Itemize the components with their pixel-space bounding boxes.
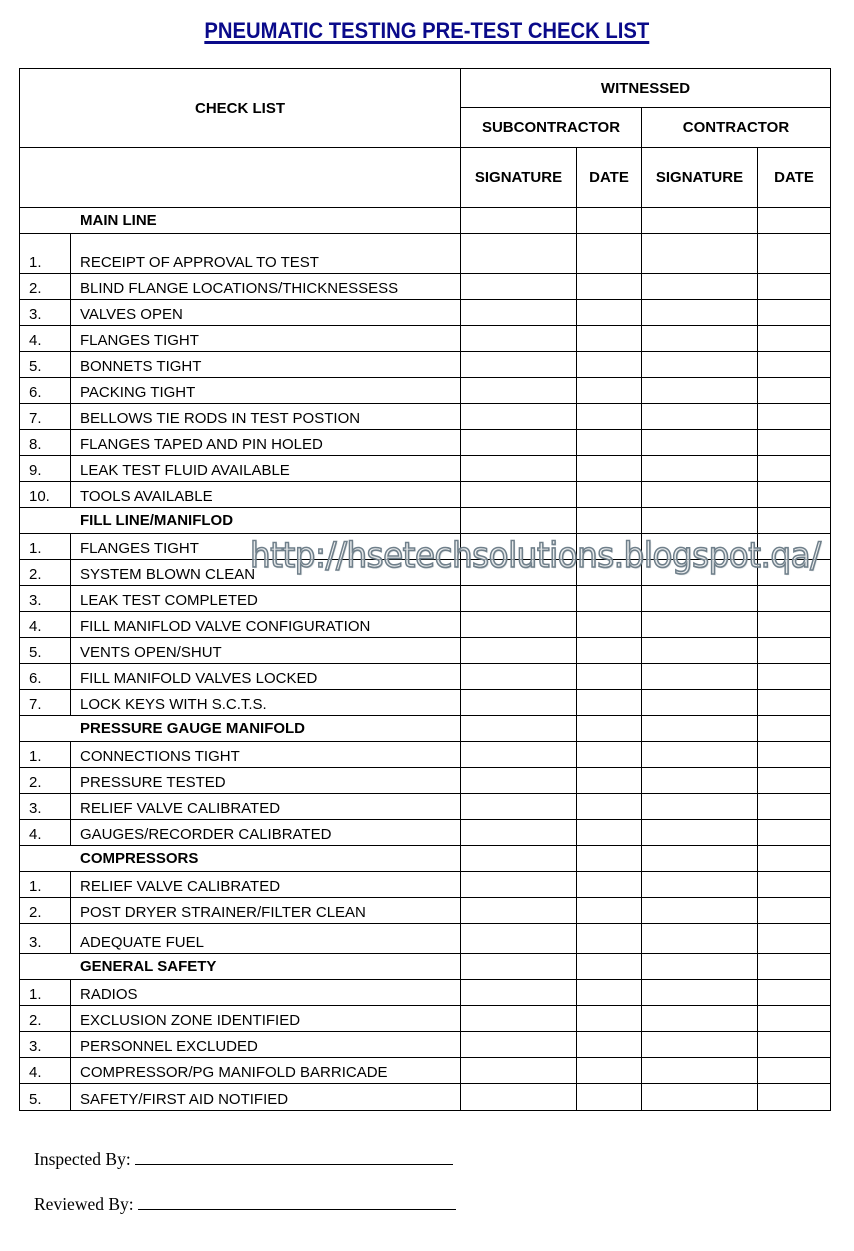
section-row: [20, 846, 831, 872]
section-title: GENERAL SAFETY: [20, 954, 461, 980]
item-text: PRESSURE TESTED: [71, 768, 461, 794]
table-row: [20, 326, 831, 352]
subcontractor-signature-cell[interactable]: [461, 742, 577, 768]
subcontractor-date-cell[interactable]: [577, 560, 642, 586]
item-text: RELIEF VALVE CALIBRATED: [71, 794, 461, 820]
contractor-signature-cell[interactable]: [642, 612, 758, 638]
section-title: FILL LINE/MANIFLOD: [20, 508, 461, 534]
contractor-date-cell[interactable]: [758, 690, 831, 716]
subcontractor-date-cell[interactable]: [577, 716, 642, 742]
item-text: SYSTEM BLOWN CLEAN: [71, 560, 461, 586]
section-row: [20, 716, 831, 742]
contractor-date-cell[interactable]: [758, 820, 831, 846]
item-text: PACKING TIGHT: [71, 378, 461, 404]
contractor-date-cell[interactable]: [758, 326, 831, 352]
contractor-date-cell[interactable]: [758, 208, 831, 234]
table-row: [20, 820, 831, 846]
page-title: [0, 18, 854, 44]
item-number: 3.: [20, 586, 71, 612]
subcontractor-date-cell[interactable]: [577, 898, 642, 924]
contractor-signature-cell[interactable]: [642, 208, 758, 234]
contractor-signature-cell[interactable]: [642, 456, 758, 482]
subcontractor-signature-cell[interactable]: [461, 980, 577, 1006]
subcontractor-signature-cell[interactable]: [461, 404, 577, 430]
item-text: RELIEF VALVE CALIBRATED: [71, 872, 461, 898]
subcontractor-signature-cell[interactable]: [461, 716, 577, 742]
subcontractor-date-cell[interactable]: [577, 534, 642, 560]
table-row: [20, 378, 831, 404]
subcontractor-signature-cell[interactable]: [461, 534, 577, 560]
item-text: SAFETY/FIRST AID NOTIFIED: [71, 1084, 461, 1111]
item-text: ADEQUATE FUEL: [71, 924, 461, 954]
subcontractor-date-cell[interactable]: [577, 326, 642, 352]
contractor-signature-cell[interactable]: [642, 482, 758, 508]
contractor-date-cell[interactable]: [758, 1058, 831, 1084]
contractor-signature-cell[interactable]: [642, 1058, 758, 1084]
subcontractor-date-cell[interactable]: [577, 300, 642, 326]
table-row: [20, 1006, 831, 1032]
table-row: [20, 690, 831, 716]
table-row: [20, 586, 831, 612]
subcontractor-date-header: DATE: [577, 148, 642, 208]
section-row: [20, 208, 831, 234]
item-text: COMPRESSOR/PG MANIFOLD BARRICADE: [71, 1058, 461, 1084]
inspected-by-field[interactable]: [34, 1149, 453, 1170]
contractor-signature-cell[interactable]: [642, 954, 758, 980]
contractor-signature-cell[interactable]: [642, 690, 758, 716]
contractor-date-cell[interactable]: [758, 560, 831, 586]
contractor-signature-cell[interactable]: [642, 1084, 758, 1111]
table-row: [20, 980, 831, 1006]
table-row: [20, 1084, 831, 1111]
subcontractor-signature-cell[interactable]: [461, 482, 577, 508]
subcontractor-signature-cell[interactable]: [461, 274, 577, 300]
contractor-signature-cell[interactable]: [642, 742, 758, 768]
subcontractor-header: SUBCONTRACTOR: [461, 108, 642, 148]
subcontractor-signature-cell[interactable]: [461, 1058, 577, 1084]
table-row: [20, 534, 831, 560]
table-row: [20, 234, 831, 274]
subcontractor-date-cell[interactable]: [577, 742, 642, 768]
table-row: [20, 1058, 831, 1084]
subcontractor-signature-cell[interactable]: [461, 300, 577, 326]
table-row: [20, 664, 831, 690]
contractor-date-cell[interactable]: [758, 1084, 831, 1111]
contractor-signature-cell[interactable]: [642, 560, 758, 586]
subcontractor-signature-cell[interactable]: [461, 378, 577, 404]
item-number: 8.: [20, 430, 71, 456]
subcontractor-signature-cell[interactable]: [461, 820, 577, 846]
contractor-signature-cell[interactable]: [642, 300, 758, 326]
contractor-signature-cell[interactable]: [642, 326, 758, 352]
subcontractor-signature-cell[interactable]: [461, 954, 577, 980]
contractor-date-cell[interactable]: [758, 1032, 831, 1058]
contractor-date-cell[interactable]: [758, 404, 831, 430]
item-text: LEAK TEST COMPLETED: [71, 586, 461, 612]
item-number: 6.: [20, 664, 71, 690]
subcontractor-date-cell[interactable]: [577, 1006, 642, 1032]
contractor-signature-cell[interactable]: [642, 234, 758, 274]
subcontractor-date-cell[interactable]: [577, 1084, 642, 1111]
subcontractor-signature-cell[interactable]: [461, 586, 577, 612]
item-number: 5.: [20, 638, 71, 664]
subcontractor-signature-cell[interactable]: [461, 456, 577, 482]
contractor-date-cell[interactable]: [758, 456, 831, 482]
table-row: [20, 742, 831, 768]
table-row: [20, 300, 831, 326]
subcontractor-date-cell[interactable]: [577, 664, 642, 690]
contractor-signature-cell[interactable]: [642, 872, 758, 898]
contractor-signature-cell[interactable]: [642, 274, 758, 300]
checklist-table: [19, 68, 831, 1111]
table-row: [20, 638, 831, 664]
subcontractor-signature-cell[interactable]: [461, 352, 577, 378]
subcontractor-date-cell[interactable]: [577, 924, 642, 954]
item-number: 2.: [20, 560, 71, 586]
subcontractor-signature-cell[interactable]: [461, 1032, 577, 1058]
contractor-date-cell[interactable]: [758, 768, 831, 794]
item-text: RECEIPT OF APPROVAL TO TEST: [71, 234, 461, 274]
contractor-date-cell[interactable]: [758, 508, 831, 534]
subcontractor-date-cell[interactable]: [577, 612, 642, 638]
contractor-date-cell[interactable]: [758, 716, 831, 742]
contractor-date-cell[interactable]: [758, 924, 831, 954]
table-row: [20, 872, 831, 898]
subcontractor-date-cell[interactable]: [577, 846, 642, 872]
subcontractor-signature-cell[interactable]: [461, 794, 577, 820]
section-row: [20, 508, 831, 534]
contractor-signature-cell[interactable]: [642, 638, 758, 664]
item-number: 10.: [20, 482, 71, 508]
subcontractor-signature-cell[interactable]: [461, 208, 577, 234]
item-number: 2.: [20, 768, 71, 794]
subcontractor-date-cell[interactable]: [577, 378, 642, 404]
item-text: TOOLS AVAILABLE: [71, 482, 461, 508]
contractor-signature-header: SIGNATURE: [642, 148, 758, 208]
table-row: [20, 924, 831, 954]
subcontractor-signature-cell[interactable]: [461, 430, 577, 456]
item-number: 4.: [20, 1058, 71, 1084]
page-title-text: PNEUMATIC TESTING PRE-TEST CHECK LIST: [204, 18, 650, 43]
contractor-signature-cell[interactable]: [642, 430, 758, 456]
subcontractor-date-cell[interactable]: [577, 430, 642, 456]
contractor-date-cell[interactable]: [758, 482, 831, 508]
contractor-signature-cell[interactable]: [642, 586, 758, 612]
subcontractor-signature-cell[interactable]: [461, 326, 577, 352]
contractor-signature-cell[interactable]: [642, 352, 758, 378]
watermark: http://hsetechsolutions.blogspot.qa/: [250, 536, 821, 576]
item-text: VALVES OPEN: [71, 300, 461, 326]
subcontractor-signature-cell[interactable]: [461, 898, 577, 924]
subcontractor-date-cell[interactable]: [577, 274, 642, 300]
table-row: [20, 898, 831, 924]
contractor-date-cell[interactable]: [758, 794, 831, 820]
item-number: 5.: [20, 352, 71, 378]
reviewed-by-line[interactable]: [138, 1195, 456, 1210]
item-text: FILL MANIFLOD VALVE CONFIGURATION: [71, 612, 461, 638]
contractor-signature-cell[interactable]: [642, 924, 758, 954]
contractor-date-cell[interactable]: [758, 898, 831, 924]
item-number: 1.: [20, 234, 71, 274]
item-number: 4.: [20, 612, 71, 638]
item-number: 2.: [20, 1006, 71, 1032]
subcontractor-date-cell[interactable]: [577, 820, 642, 846]
contractor-date-cell[interactable]: [758, 664, 831, 690]
subcontractor-signature-cell[interactable]: [461, 508, 577, 534]
subcontractor-signature-cell[interactable]: [461, 560, 577, 586]
subcontractor-date-cell[interactable]: [577, 1032, 642, 1058]
item-number: 3.: [20, 1032, 71, 1058]
table-row: [20, 430, 831, 456]
contractor-date-cell[interactable]: [758, 352, 831, 378]
contractor-date-cell[interactable]: [758, 1006, 831, 1032]
subcontractor-date-cell[interactable]: [577, 980, 642, 1006]
subcontractor-date-cell[interactable]: [577, 234, 642, 274]
item-text: PERSONNEL EXCLUDED: [71, 1032, 461, 1058]
contractor-signature-cell[interactable]: [642, 716, 758, 742]
contractor-signature-cell[interactable]: [642, 820, 758, 846]
section-row: [20, 954, 831, 980]
table-row: [20, 482, 831, 508]
contractor-signature-cell[interactable]: [642, 404, 758, 430]
item-number: 3.: [20, 924, 71, 954]
contractor-signature-cell[interactable]: [642, 1006, 758, 1032]
item-number: 1.: [20, 872, 71, 898]
contractor-signature-cell[interactable]: [642, 898, 758, 924]
item-text: GAUGES/RECORDER CALIBRATED: [71, 820, 461, 846]
subcontractor-date-cell[interactable]: [577, 954, 642, 980]
subcontractor-signature-cell[interactable]: [461, 1084, 577, 1111]
contractor-date-cell[interactable]: [758, 980, 831, 1006]
table-row: [20, 794, 831, 820]
subcontractor-date-cell[interactable]: [577, 794, 642, 820]
subcontractor-date-cell[interactable]: [577, 352, 642, 378]
subcontractor-date-cell[interactable]: [577, 508, 642, 534]
inspected-by-label: Inspected By:: [34, 1149, 131, 1169]
item-number: 5.: [20, 1084, 71, 1111]
contractor-date-cell[interactable]: [758, 534, 831, 560]
contractor-signature-cell[interactable]: [642, 534, 758, 560]
item-text: EXCLUSION ZONE IDENTIFIED: [71, 1006, 461, 1032]
contractor-signature-cell[interactable]: [642, 980, 758, 1006]
contractor-date-header: DATE: [758, 148, 831, 208]
subcontractor-date-cell[interactable]: [577, 638, 642, 664]
item-number: 7.: [20, 690, 71, 716]
contractor-signature-cell[interactable]: [642, 664, 758, 690]
section-title: COMPRESSORS: [20, 846, 461, 872]
item-text: BONNETS TIGHT: [71, 352, 461, 378]
subcontractor-signature-cell[interactable]: [461, 612, 577, 638]
reviewed-by-label: Reviewed By:: [34, 1194, 134, 1214]
subcontractor-signature-cell[interactable]: [461, 638, 577, 664]
item-number: 4.: [20, 820, 71, 846]
checklist-header: CHECK LIST: [20, 69, 461, 148]
subcontractor-date-cell[interactable]: [577, 404, 642, 430]
contractor-signature-cell[interactable]: [642, 1032, 758, 1058]
contractor-date-cell[interactable]: [758, 742, 831, 768]
item-number: 4.: [20, 326, 71, 352]
reviewed-by-field[interactable]: [34, 1194, 456, 1215]
witnessed-header: WITNESSED: [461, 69, 831, 108]
item-text: RADIOS: [71, 980, 461, 1006]
item-text: LOCK KEYS WITH S.C.T.S.: [71, 690, 461, 716]
subcontractor-date-cell[interactable]: [577, 208, 642, 234]
contractor-date-cell[interactable]: [758, 638, 831, 664]
item-text: BLIND FLANGE LOCATIONS/THICKNESSESS: [71, 274, 461, 300]
contractor-signature-cell[interactable]: [642, 846, 758, 872]
contractor-signature-cell[interactable]: [642, 508, 758, 534]
contractor-date-cell[interactable]: [758, 430, 831, 456]
subcontractor-signature-cell[interactable]: [461, 234, 577, 274]
contractor-date-cell[interactable]: [758, 872, 831, 898]
contractor-header: CONTRACTOR: [642, 108, 831, 148]
contractor-date-cell[interactable]: [758, 586, 831, 612]
item-number: 3.: [20, 300, 71, 326]
contractor-signature-cell[interactable]: [642, 794, 758, 820]
item-text: FLANGES TIGHT: [71, 534, 461, 560]
item-text: FILL MANIFOLD VALVES LOCKED: [71, 664, 461, 690]
item-text: CONNECTIONS TIGHT: [71, 742, 461, 768]
subcontractor-date-cell[interactable]: [577, 690, 642, 716]
contractor-date-cell[interactable]: [758, 846, 831, 872]
section-title: PRESSURE GAUGE MANIFOLD: [20, 716, 461, 742]
contractor-date-cell[interactable]: [758, 612, 831, 638]
table-row: [20, 560, 831, 586]
subcontractor-date-cell[interactable]: [577, 1058, 642, 1084]
table-row: [20, 768, 831, 794]
subcontractor-date-cell[interactable]: [577, 456, 642, 482]
item-text: VENTS OPEN/SHUT: [71, 638, 461, 664]
item-text: LEAK TEST FLUID AVAILABLE: [71, 456, 461, 482]
table-row: [20, 404, 831, 430]
table-row: [20, 352, 831, 378]
contractor-signature-cell[interactable]: [642, 378, 758, 404]
item-text: BELLOWS TIE RODS IN TEST POSTION: [71, 404, 461, 430]
item-number: 2.: [20, 274, 71, 300]
subcontractor-date-cell[interactable]: [577, 482, 642, 508]
contractor-date-cell[interactable]: [758, 274, 831, 300]
subcontractor-date-cell[interactable]: [577, 768, 642, 794]
contractor-date-cell[interactable]: [758, 954, 831, 980]
contractor-date-cell[interactable]: [758, 300, 831, 326]
item-number: 7.: [20, 404, 71, 430]
section-title: MAIN LINE: [20, 208, 461, 234]
subcontractor-signature-cell[interactable]: [461, 664, 577, 690]
table-row: [20, 274, 831, 300]
subcontractor-date-cell[interactable]: [577, 872, 642, 898]
table-row: [20, 1032, 831, 1058]
subcontractor-signature-cell[interactable]: [461, 846, 577, 872]
subcontractor-signature-cell[interactable]: [461, 768, 577, 794]
item-number: 1.: [20, 742, 71, 768]
subcontractor-signature-header: SIGNATURE: [461, 148, 577, 208]
subcontractor-signature-cell[interactable]: [461, 924, 577, 954]
contractor-date-cell[interactable]: [758, 234, 831, 274]
subcontractor-signature-cell[interactable]: [461, 1006, 577, 1032]
item-number: 2.: [20, 898, 71, 924]
item-number: 1.: [20, 534, 71, 560]
inspected-by-line[interactable]: [135, 1150, 453, 1165]
subcontractor-signature-cell[interactable]: [461, 690, 577, 716]
item-text: FLANGES TAPED AND PIN HOLED: [71, 430, 461, 456]
item-number: 1.: [20, 980, 71, 1006]
subcontractor-signature-cell[interactable]: [461, 872, 577, 898]
contractor-date-cell[interactable]: [758, 378, 831, 404]
contractor-signature-cell[interactable]: [642, 768, 758, 794]
item-text: FLANGES TIGHT: [71, 326, 461, 352]
item-text: POST DRYER STRAINER/FILTER CLEAN: [71, 898, 461, 924]
item-number: 3.: [20, 794, 71, 820]
table-row: [20, 456, 831, 482]
table-row: [20, 612, 831, 638]
item-number: 9.: [20, 456, 71, 482]
header-blank-cell: [20, 148, 461, 208]
item-number: 6.: [20, 378, 71, 404]
subcontractor-date-cell[interactable]: [577, 586, 642, 612]
